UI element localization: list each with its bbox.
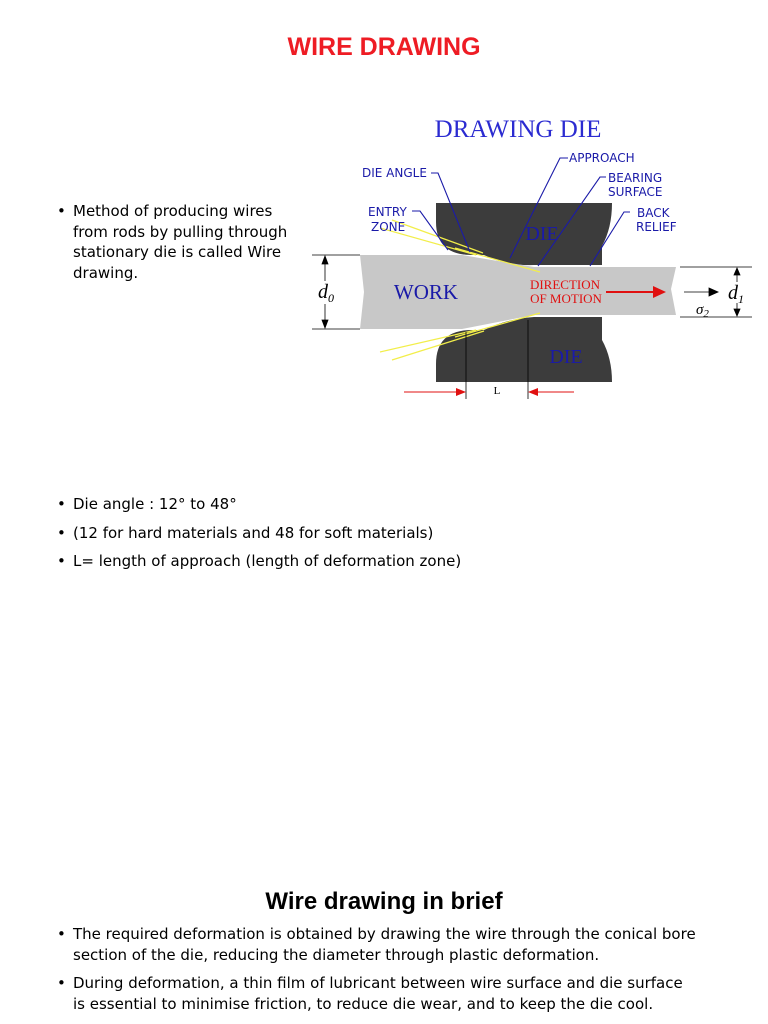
d1-symbol xyxy=(728,282,744,306)
label-die-bottom: DIE xyxy=(549,346,583,368)
label-bearing-1: BEARING xyxy=(608,171,663,185)
brief-bullet-deformation: • The required deformation is obtained by drawing the wire through the conical bore section of the die, reducing the diameter through plastic deformation. xyxy=(57,924,697,965)
label-direction-2: OF MOTION xyxy=(530,291,602,306)
d1-symbol-sub: 1 xyxy=(738,292,744,306)
d0-symbol-letter: d xyxy=(318,281,328,303)
label-length: L xyxy=(493,385,501,397)
label-direction-1: DIRECTION xyxy=(529,277,601,292)
label-die-top: DIE xyxy=(525,223,559,245)
label-work: WORK xyxy=(393,280,459,304)
label-approach: APPROACH xyxy=(569,151,635,165)
sigma-symbol-sub: 2 xyxy=(703,308,709,320)
brief-bullet-lubricant: • During deformation, a thin film of lubricant between wire surface and die surface is essential to minimise friction, to reduce die wear, and to keep the die cool. xyxy=(57,973,697,1014)
label-entry-1: ENTRY xyxy=(368,205,407,219)
brief-bullet-list xyxy=(57,924,697,1022)
d1-symbol-letter: d xyxy=(728,282,738,304)
page-title: WIRE DRAWING xyxy=(287,33,481,61)
detail-bullet-length: • L= length of approach (length of deformation zone) xyxy=(57,551,577,572)
label-back-2: RELIEF xyxy=(636,220,677,234)
label-die-angle: DIE ANGLE xyxy=(362,166,427,180)
label-entry-2: ZONE xyxy=(371,220,406,234)
diagram-title: DRAWING DIE xyxy=(434,116,602,143)
d0-symbol xyxy=(318,281,334,305)
d0-symbol-sub: 0 xyxy=(328,291,334,305)
detail-bullet-materials: • (12 for hard materials and 48 for soft materials) xyxy=(57,523,577,544)
detail-bullet-list xyxy=(57,494,577,580)
intro-bullet: • Method of producing wires from rods by pulling through stationary die is called Wire drawing. xyxy=(57,201,307,283)
drawing-die-diagram xyxy=(0,0,768,420)
sigma-symbol xyxy=(696,302,709,320)
label-bearing-2: SURFACE xyxy=(608,185,663,199)
detail-bullet-die-angle: • Die angle : 12° to 48° xyxy=(57,494,577,515)
section-subtitle: Wire drawing in brief xyxy=(265,888,503,915)
label-back-1: BACK xyxy=(637,206,670,220)
sigma-symbol-letter: σ xyxy=(696,302,704,318)
